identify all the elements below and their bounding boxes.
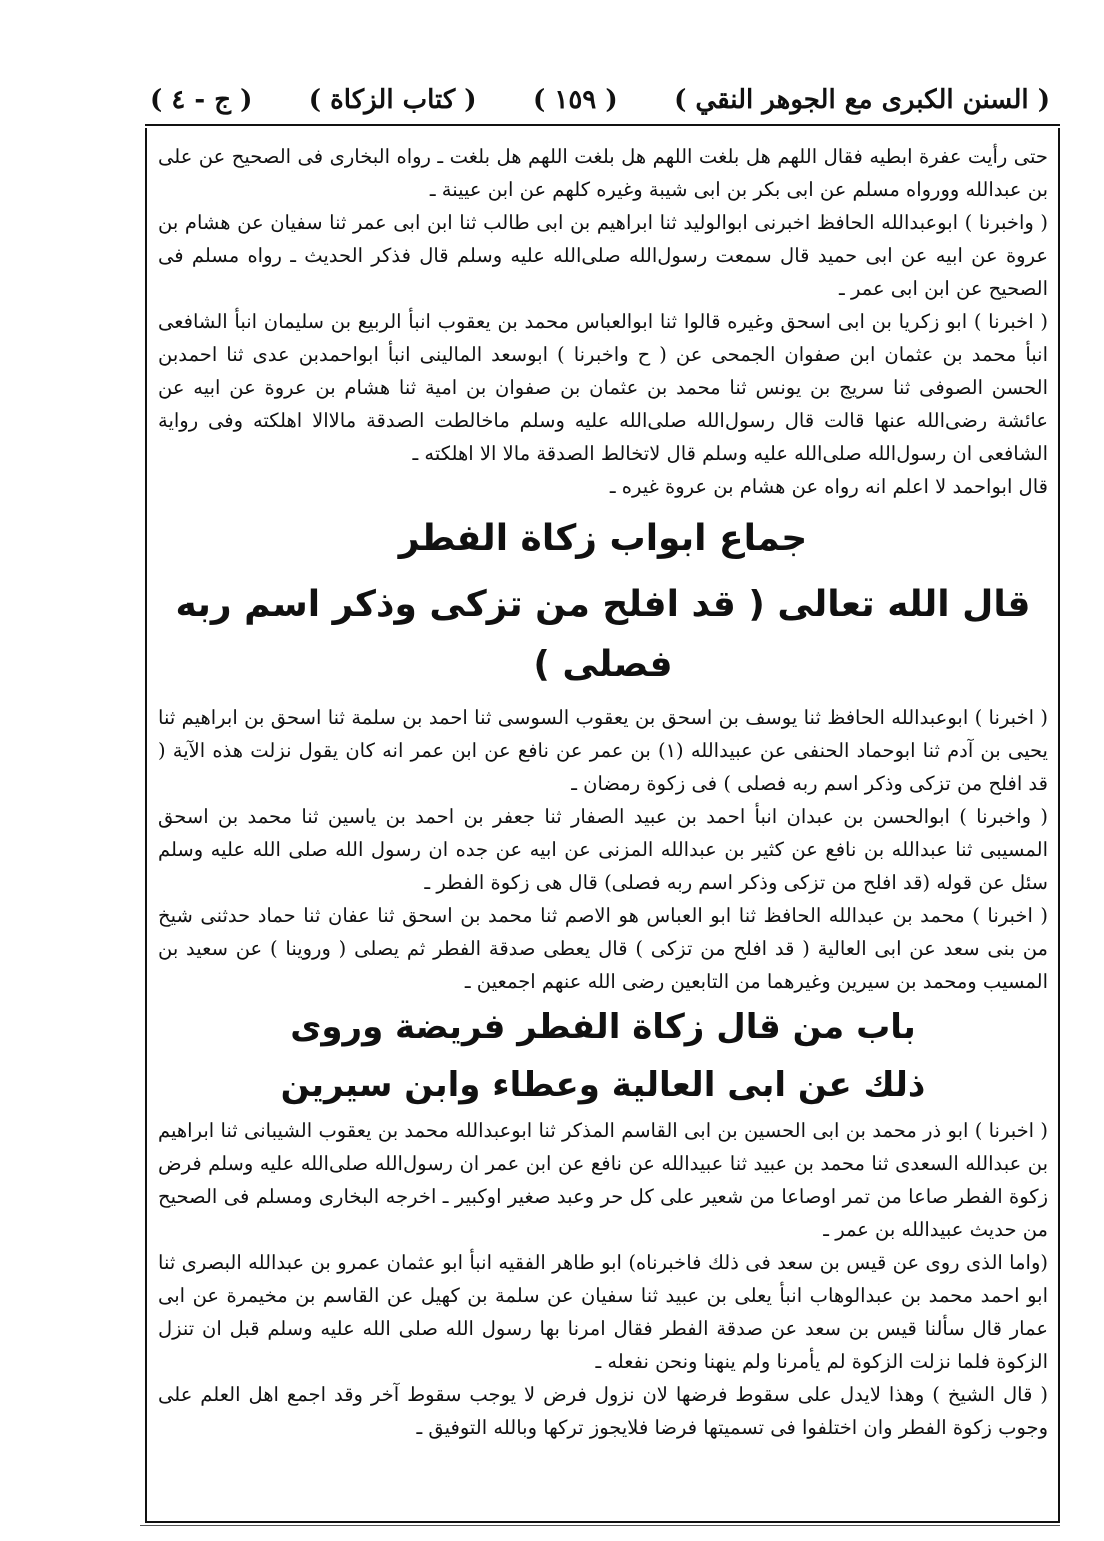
paragraph: ( قال الشيخ ) وهذا لايدل على سقوط فرضها لان نزول فرض لا يوجب سقوط آخر وقد اجمع اهل العلم على وجوب زكوة الفطر وان اختلفوا فى تسميتها فرضا فلايجوز تركها وبالله التوفيق ـ: [158, 1383, 1048, 1439]
page-number: ( ١٥٩ ): [533, 85, 618, 115]
paragraph: ( اخبرنا ) ابو زكريا بن ابى اسحق وغيره قالوا ثنا ابوالعباس محمد بن يعقوب انبأ الربيع بن سليمان انبأ الشافعى انبأ محمد بن عثمان ابن صفوان الجمحى عن ( ح واخبرنا ) ابوسعد المالينى انبأ ابواحمدبن عدى ثنا احمدبن الحسن الصوفى ثنا سريج بن يونس ثنا محمد بن عثمان بن صفوان بن امية ثنا هشام بن عروة عن ابيه عن عائشة رضى‌الله عنها قالت قال رسول‌الله صلى‌الله عليه وسلم ماخالطت الصدقة مالاالا اهلكته وفى رواية الشافعى ان رسول‌الله صلى‌الله عليه وسلم قال لاتخالط الصدقة مالا الا اهلكته ـ: [158, 310, 1048, 465]
chapter-heading-line-2: ذلك عن ابى العالية وعطاء وابن سيرين: [280, 1065, 926, 1105]
paragraph: ( واخبرنا ) ابوعبدالله الحافظ اخبرنى ابوالوليد ثنا ابراهيم بن ابى طالب ثنا ابن ابى عمر ثنا سفيان عن هشام بن عروة عن ابيه عن ابى حميد قال سمعت رسول‌الله صلى‌الله عليه وسلم قال فذكر الحديث ـ رواه مسلم فى الصحيح عن ابن ابى عمر ـ: [158, 211, 1048, 300]
book-title: ( السنن الكبرى مع الجوهر النقي ): [674, 85, 1050, 115]
paragraph: قال ابواحمد لا اعلم انه رواه عن هشام بن عروة غيره ـ: [609, 475, 1048, 498]
chapter-heading-line-1: باب من قال زكاة الفطر فريضة وروى: [290, 1007, 916, 1047]
paragraph: ( واخبرنا ) ابوالحسن بن عبدان انبأ احمد بن عبيد الصفار ثنا جعفر بن احمد بن ياسين ثنا محمد بن اسحق المسيبى ثنا عبدالله بن نافع عن كثير بن عبدالله المزنى عن ابيه عن جده ان رسول الله صلى الله عليه وسلم سئل عن قوله (قد افلح من تزكى وذكر اسم ربه فصلى) قال هى زكوة الفطر ـ: [158, 805, 1048, 894]
paragraph: (واما الذى روى عن قيس بن سعد فى ذلك فاخبرناه) ابو طاهر الفقيه انبأ ابو عثمان عمرو بن عبدالله البصرى ثنا ابو احمد محمد بن عبدالوهاب انبأ يعلى بن عبيد ثنا سفيان عن سلمة بن كهيل عن القاسم بن مخيمرة عن ابى عمار قال سألنا قيس بن سعد عن صدقة الفطر فقال امرنا بها رسول الله صلى الله عليه وسلم قبل ان تنزل الزكوة فلما نزلت الزكوة لم يأمرنا ولم ينهنا ونحن نفعله ـ: [158, 1251, 1048, 1373]
paragraph: ( اخبرنا ) ابو ذر محمد بن ابى الحسين بن ابى القاسم المذكر ثنا ابوعبدالله محمد بن يعقوب الشيبانى ثنا ابراهيم بن عبدالله السعدى ثنا محمد بن عبيد ثنا عبيدالله عن نافع عن ابن عمر ان رسول‌الله صلى‌الله عليه وسلم فرض زكوة الفطر صاعا من تمر اوصاعا من شعير على كل حر وعبد صغير اوكبير ـ اخرجه البخارى ومسلم فى الصحيح من حديث عبيدالله بن عمر ـ: [158, 1119, 1048, 1241]
quran-verse-heading: قال الله تعالى ( قد افلح من تزكى وذكر اسم ربه فصلى ): [175, 584, 1031, 685]
paragraph: ( اخبرنا ) محمد بن عبدالله الحافظ ثنا ابو العباس هو الاصم ثنا محمد بن اسحق ثنا عفان ثنا حماد حدثنى شيخ من بنى سعد عن ابى العالية ( قد افلح من تزكى ) قال يعطى صدقة الفطر ثم يصلى ( وروينا ) عن سعيد بن المسيب ومحمد بن سيرين وغيرهما من التابعين رضى الله عنهم اجمعين ـ: [158, 904, 1048, 993]
header-rule: [145, 124, 1060, 126]
volume-label: ( ج - ٤ ): [150, 85, 253, 115]
footer-rule: [140, 1525, 1060, 1526]
page-header: [150, 80, 1050, 120]
paragraph: حتى رأيت عفرة ابطيه فقال اللهم هل بلغت اللهم هل بلغت اللهم هل بلغت ـ رواه البخارى فى الصحيح عن على بن عبدالله وورواه مسلم عن ابى بكر بن ابى شيبة وغيره كلهم عن ابن عيينة ـ: [158, 145, 1048, 201]
section-heading: جماع ابواب زكاة الفطر: [398, 518, 808, 559]
paragraph: ( اخبرنا ) ابوعبدالله الحافظ ثنا يوسف بن اسحق بن يعقوب السوسى ثنا احمد بن سلمة ثنا اسحق بن ابراهيم ثنا يحيى بن آدم ثنا ابوحماد الحنفى عن عبيدالله (١) بن عمر عن نافع عن ابن عمر انه كان يقول نزلت هذه الآية ( قد افلح من تزكى وذكر اسم ربه فصلى ) فى زكوة رمضان ـ: [158, 706, 1048, 795]
main-text: [158, 140, 1048, 1444]
chapter-title: ( كتاب الزكاة ): [308, 85, 477, 115]
